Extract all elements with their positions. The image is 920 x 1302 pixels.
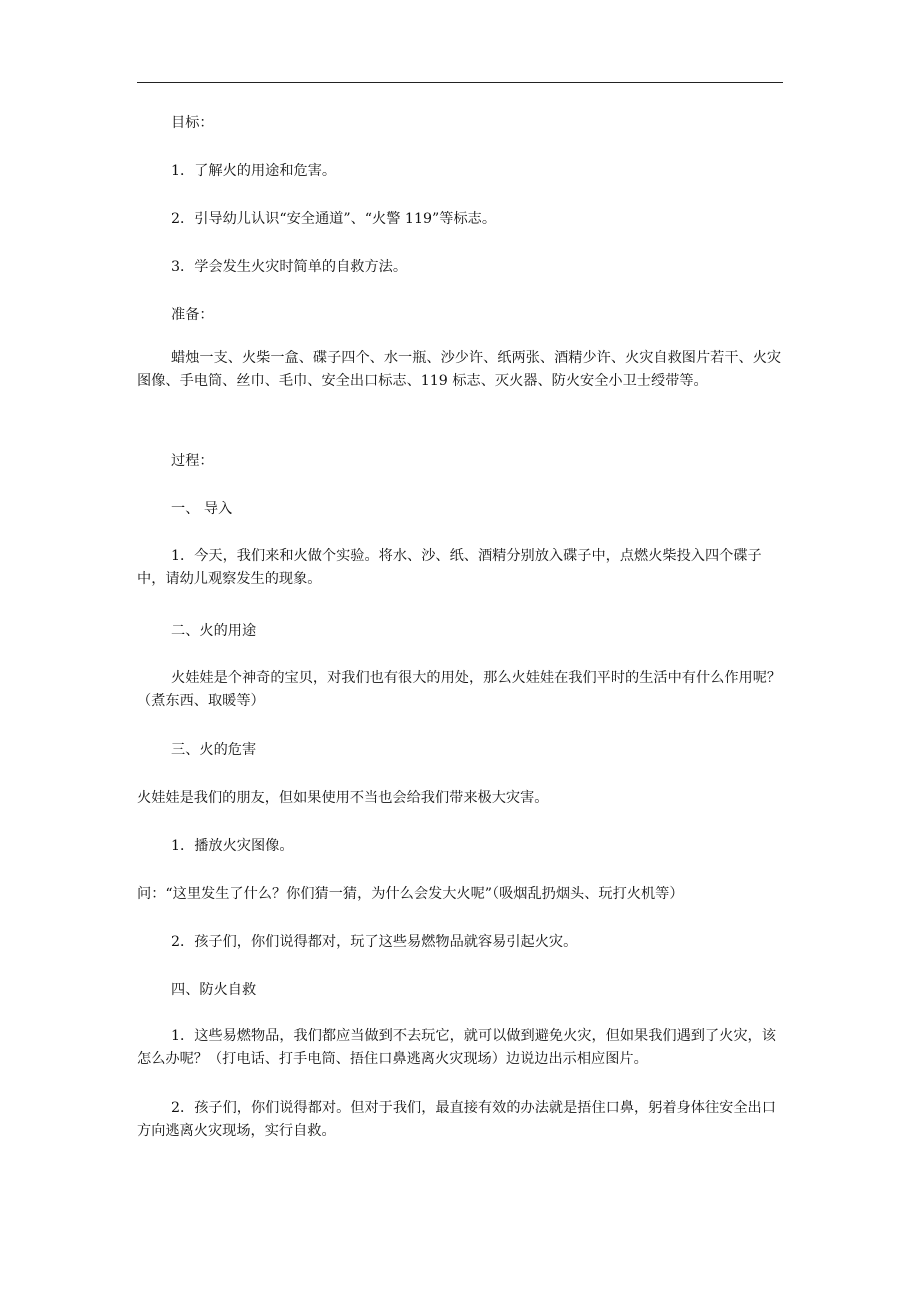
goal-item-1: 1．了解火的用途和危害。 (171, 163, 337, 179)
section-3-item-1: 1．播放火灾图像。 (171, 838, 294, 854)
section-1-title: 一、 导入 (171, 501, 233, 517)
section-3-item-2: 2．孩子们，你们说得都对，玩了这些易燃物品就容易引起火灾。 (171, 934, 578, 950)
section-3-question: 问：“这里发生了什么？你们猜一猜，为什么会发大火呢”（吸烟乱扔烟头、玩打火机等） (137, 886, 684, 902)
section-3-title: 三、火的危害 (171, 742, 257, 758)
section-2-paragraph: 火娃娃是个神奇的宝贝，对我们也有很大的用处，那么火娃娃在我们平时的生活中有什么作用呢？（煮东西、取暖等） (137, 670, 782, 709)
heading-goals: 目标： (171, 115, 214, 131)
heading-preparation: 准备： (171, 307, 214, 323)
section-1-paragraph: 1．今天，我们来和火做个实验。将水、沙、纸、酒精分别放入碟子中，点燃火柴投入四个碟子中，请幼儿观察发生的现象。 (137, 548, 762, 587)
goal-item-3: 3．学会发生火灾时简单的自救方法。 (171, 259, 408, 275)
preparation-paragraph: 蜡烛一支、火柴一盒、碟子四个、水一瓶、沙少许、纸两张、酒精少许、火灾自救图片若干、火灾图像、手电筒、丝巾、毛巾、安全出口标志、119 标志、灭火器、防火安全小卫士绶带等。 (137, 350, 782, 389)
goal-item-2: 2．引导幼儿认识“安全通道”、“火警 119”等标志。 (171, 211, 497, 227)
section-3-paragraph: 火娃娃是我们的朋友，但如果使用不当也会给我们带来极大灾害。 (137, 790, 549, 806)
section-4-title: 四、防火自救 (171, 982, 257, 998)
section-4-item-2: 2．孩子们，你们说得都对。但对于我们，最直接有效的办法就是捂住口鼻，躬着身体往安全出口方向逃离火灾现场，实行自救。 (137, 1100, 776, 1139)
header-rule (137, 82, 783, 83)
heading-process: 过程： (171, 453, 214, 469)
section-2-title: 二、火的用途 (171, 623, 257, 639)
section-4-item-1: 1．这些易燃物品，我们都应当做到不去玩它，就可以做到避免火灾，但如果我们遇到了火灾，该怎么办呢？（打电话、打手电筒、捂住口鼻逃离火灾现场）边说边出示相应图片。 (137, 1028, 776, 1067)
